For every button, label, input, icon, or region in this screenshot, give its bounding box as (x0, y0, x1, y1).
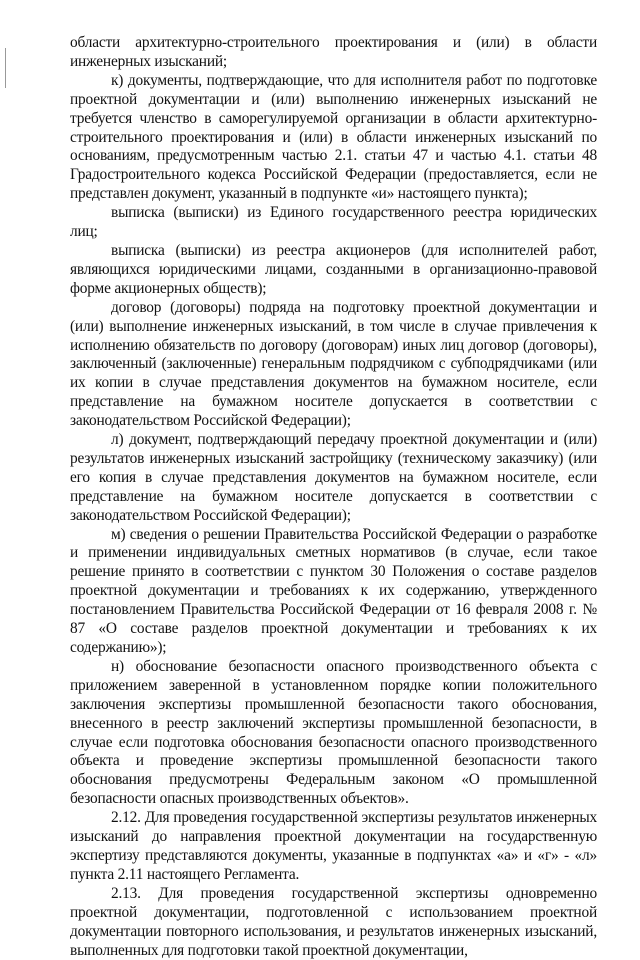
document-page (70, 34, 597, 960)
paragraph-shareholder-register: выписка (выписки) из реестра акционеров (для исполнителей работ, являющихся юридическими лицами, созданными в организационно-правовой форме акционерных обществ); (70, 241, 597, 297)
paragraph-item-l: л) документ, подтверждающий передачу проектной документации и (или) результатов инженерных изысканий застройщику (техническому заказчику) (или его копия в случае представления документов на бумажном носителе, если представление на бумажном носителе допускается в соответствии с законодательством Российской Федерации); (70, 431, 597, 524)
paragraph-continuation: области архитектурно-строительного проектирования и (или) в области инженерных изысканий; (70, 34, 597, 70)
margin-scan-mark (5, 48, 6, 88)
paragraph-contracts: договор (договоры) подряда на подготовку проектной документации и (или) выполнение инженерных изысканий, в том числе в случае привлечения к исполнению обязательств по договору (договорам) иных лиц договор (договоры), заключенный (заключенные) генеральным подрядчиком с субподрядчиками (или их копии в случае представления документов на бумажном носителе, если представление на бумажном носителе допускается в соответствии с законодательством Российской Федерации); (70, 298, 597, 430)
paragraph-egrul-extract: выписка (выписки) из Единого государственного реестра юридических лиц; (70, 204, 597, 241)
paragraph-item-n: н) обоснование безопасности опасного производственного объекта с приложением заверенной в установленном порядке копии положительного заключения экспертизы промышленной безопасности такого обоснования, внесенного в реестр заключений экспертизы промышленной безопасности, в случае если подготовка обоснования безопасности опасного производственного объекта и проведение экспертизы промышленной безопасности такого обоснования предусмотрены Федеральным законом «О промышленной безопасности опасных производственных объектов». (70, 657, 597, 808)
paragraph-2-13: 2.13. Для проведения государственной экспертизы одновременно проектной документации, подготовленной с использованием проектной документации повторного использования, и результатов инженерных изысканий, выполненных для подготовки такой проектной документации, (70, 884, 597, 959)
paragraph-item-k: к) документы, подтверждающие, что для исполнителя работ по подготовке проектной документации и (или) выполнению инженерных изысканий не требуется членство в саморегулируемой организации в области архитектурно-строительного проектирования и (или) в области инженерных изысканий по основаниям, предусмотренным частью 2.1. статьи 47 и частью 4.1. статьи 48 Градостроительного кодекса Российской Федерации (предоставляется, если не представлен документ, указанный в подпункте «и» настоящего пункта); (70, 71, 597, 203)
paragraph-item-m: м) сведения о решении Правительства Российской Федерации о разработке и применении индивидуальных сметных нормативов (в случае, если такое решение принято в соответствии с пунктом 30 Положения о составе разделов проектной документации и требованиях к их содержанию, утвержденного постановлением Правительства Российской Федерации от 16 февраля 2008 г. № 87 «О составе разделов проектной документации и требованиях к их содержанию»); (70, 525, 597, 656)
paragraph-2-12: 2.12. Для проведения государственной экспертизы результатов инженерных изысканий до направления проектной документации на государственную экспертизу представляются документы, указанные в подпунктах «а» и «г» - «л» пункта 2.11 настоящего Регламента. (70, 809, 597, 883)
